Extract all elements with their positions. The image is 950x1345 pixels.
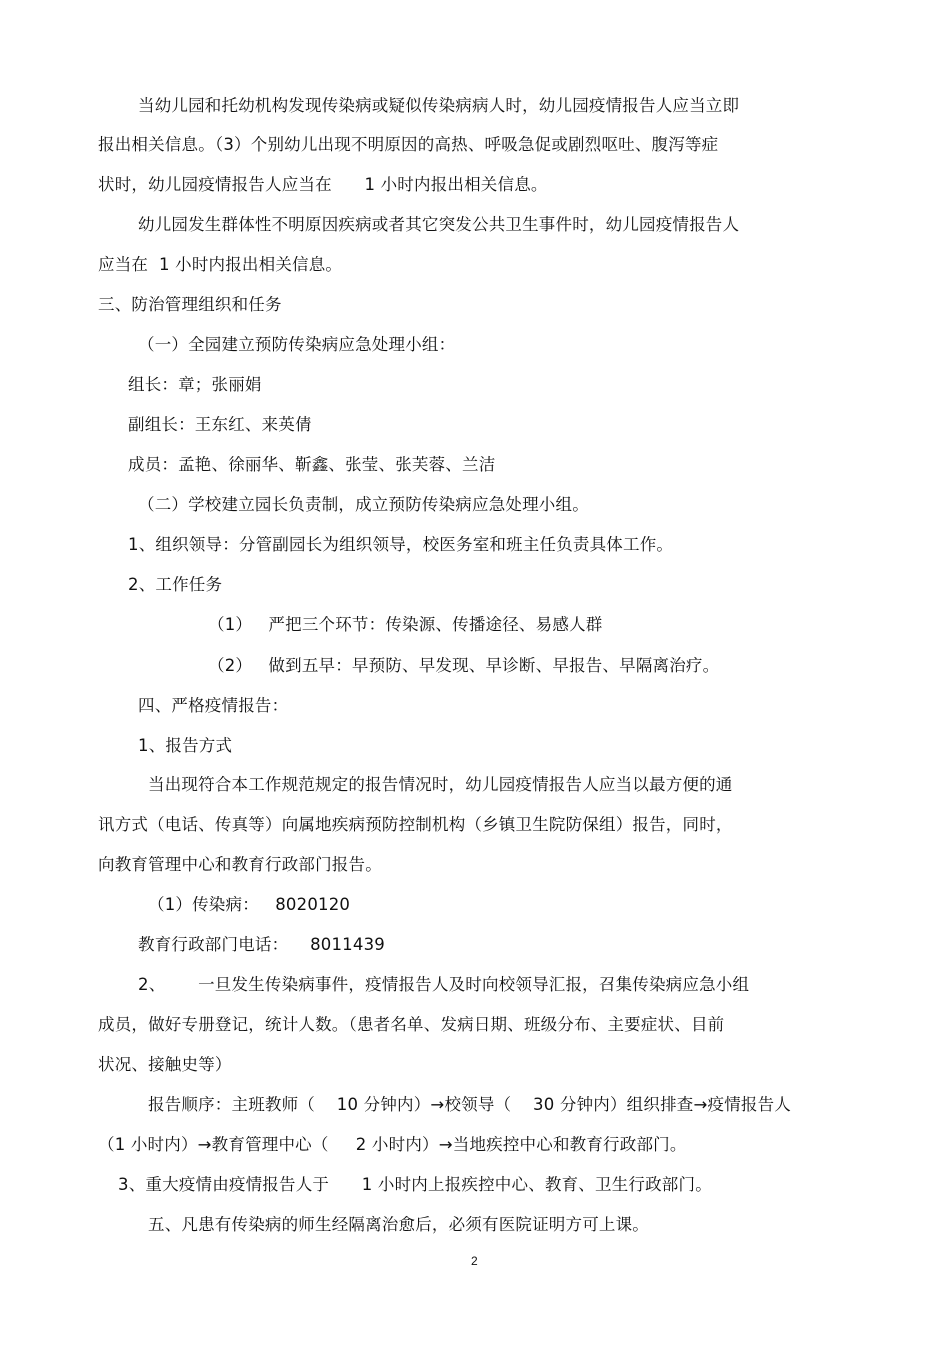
text-line: 当幼儿园和托幼机构发现传染病或疑似传染病病人时，幼儿园疫情报告人应当立即: [138, 96, 740, 115]
text-line: （1） 严把三个环节：传染源、传播途径、易感人群: [208, 615, 603, 634]
section-heading: 四、严格疫情报告：: [138, 696, 289, 715]
text-line: 3、重大疫情由疫情报告人于 1 小时内上报疾控中心、教育、卫生行政部门。: [118, 1175, 712, 1194]
text-line: （二）学校建立园长负责制，成立预防传染病应急处理小组。: [138, 495, 589, 514]
text-line: 2、工作任务: [128, 575, 223, 594]
text-line: 幼儿园发生群体性不明原因疾病或者其它突发公共卫生事件时，幼儿园疫情报告人: [138, 215, 740, 234]
text-line: 报告顺序：主班教师（ 10 分钟内）→校领导（ 30 分钟内）组织排查→疫情报告人: [148, 1095, 791, 1114]
text-line: （2） 做到五早：早预防、早发现、早诊断、早报告、早隔离治疗。: [208, 656, 720, 675]
text-line: 报出相关信息。（3）个别幼儿出现不明原因的高热、呼吸急促或剧烈呕吐、腹泻等症: [98, 135, 719, 154]
text-line: 讯方式（电话、传真等）向属地疾病预防控制机构（乡镇卫生院防保组）报告，同时，: [98, 815, 733, 834]
text-line: 应当在 1 小时内报出相关信息。: [98, 255, 343, 274]
text-line: 2、 一旦发生传染病事件，疫情报告人及时向校领导汇报，召集传染病应急小组: [138, 975, 750, 994]
text-line: 教育行政部门电话： 8011439: [138, 935, 385, 954]
section-heading: 五、凡患有传染病的师生经隔离治愈后，必须有医院证明方可上课。: [148, 1215, 649, 1234]
text-line: （一）全园建立预防传染病应急处理小组：: [138, 335, 456, 354]
text-line: （1 小时内）→教育管理中心（ 2 小时内）→当地疾控中心和教育行政部门。: [98, 1135, 687, 1154]
text-line: （1）传染病： 8020120: [148, 895, 351, 914]
text-line: 成员，做好专册登记，统计人数。（患者名单、发病日期、班级分布、主要症状、目前: [98, 1015, 725, 1034]
text-line: 1、组织领导：分管副园长为组织领导，校医务室和班主任负责具体工作。: [128, 535, 674, 554]
text-line: 向教育管理中心和教育行政部门报告。: [98, 855, 382, 874]
text-line: 副组长：王东红、来英倩: [128, 415, 312, 434]
section-heading: 三、防治管理组织和任务: [98, 295, 282, 314]
text-line: 状时，幼儿园疫情报告人应当在 1 小时内报出相关信息。: [98, 175, 548, 194]
text-line: 当出现符合本工作规范规定的报告情况时，幼儿园疫情报告人应当以最方便的通: [148, 775, 733, 794]
page-number: 2: [471, 1254, 478, 1268]
text-line: 状况、接触史等）: [98, 1055, 232, 1074]
text-line: 1、报告方式: [138, 736, 233, 755]
text-line: 组长：章；张丽娟: [128, 375, 262, 394]
text-line: 成员：孟艳、徐丽华、靳鑫、张莹、张芙蓉、兰洁: [128, 455, 496, 474]
